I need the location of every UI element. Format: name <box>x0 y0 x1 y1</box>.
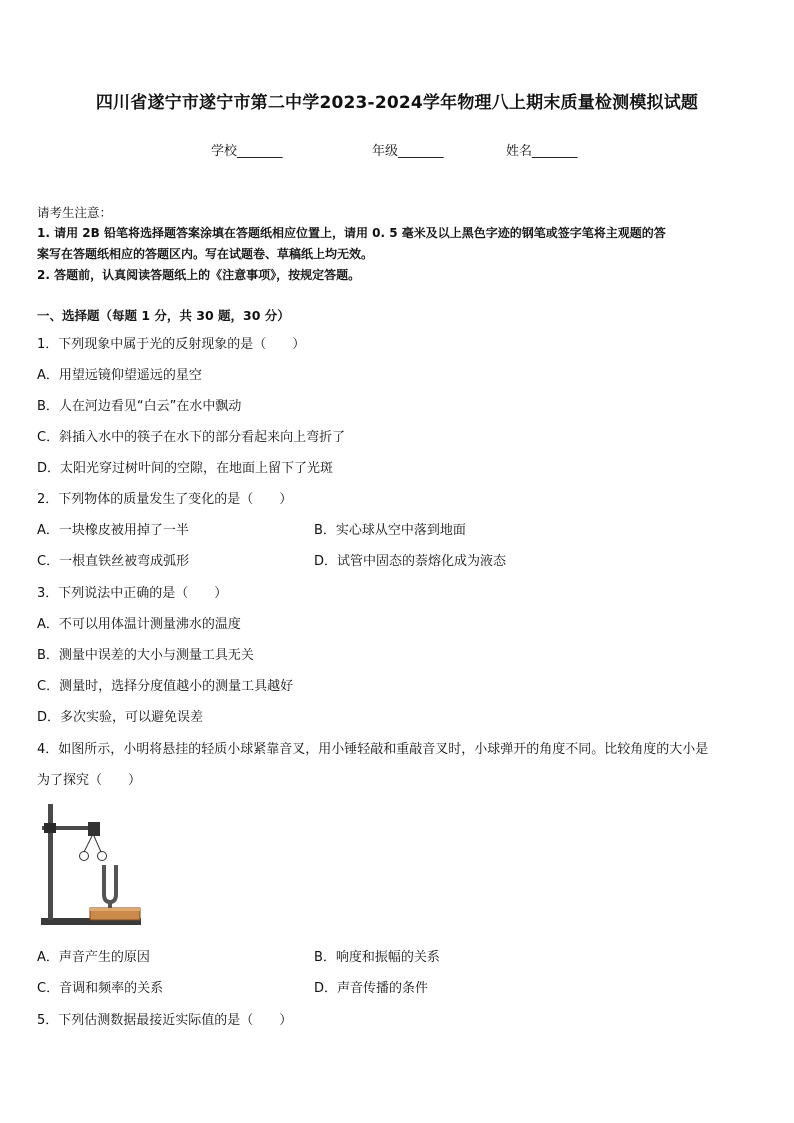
fork-stem <box>108 902 112 908</box>
question-2-option-c: C．一根直铁丝被弯成弧形 <box>37 554 190 569</box>
question-2-option-d: D．试管中固态的萘熔化成为液态 <box>314 554 507 569</box>
question-3-stem: 3．下列说法中正确的是（ ） <box>37 586 228 601</box>
question-2-option-a: A．一块橡皮被用掉了一半 <box>37 523 189 538</box>
question-2-option-b: B．实心球从空中落到地面 <box>314 523 466 538</box>
school-field: 学校_______ <box>211 144 283 159</box>
question-1-option-a: A．用望远镜仰望遥远的星空 <box>37 368 202 383</box>
name-field: 姓名_______ <box>506 144 578 159</box>
question-4-option-a: A．声音产生的原因 <box>37 950 150 965</box>
stand-rod <box>48 804 53 920</box>
notice-heading: 请考生注意： <box>37 205 113 220</box>
question-4-stem-line-2: 为了探究（ ） <box>37 773 142 788</box>
stand-clamp <box>44 823 56 833</box>
question-4-option-d: D．声音传播的条件 <box>314 981 429 996</box>
question-1-option-d: D．太阳光穿过树叶间的空隙，在地面上留下了光斑 <box>37 461 334 476</box>
tuning-fork-apparatus-figure <box>38 802 148 932</box>
string-right <box>94 836 101 852</box>
question-1-option-b: B．人在河边看见“白云”在水中飘动 <box>37 399 242 414</box>
question-5-stem: 5．下列估测数据最接近实际值的是（ ） <box>37 1013 293 1028</box>
question-3-option-d: D．多次实验，可以避免误差 <box>37 710 204 725</box>
question-4-stem-line-1: 4．如图所示，小明将悬挂的轻质小球紧靠音叉，用小锤轻敲和重敲音叉时，小球弹开的角度不同。比较角度的大小是 <box>37 742 709 757</box>
question-3-option-c: C．测量时，选择分度值越小的测量工具越好 <box>37 679 294 694</box>
notice-item-1-line-2: 案写在答题纸相应的答题区内。写在试题卷、草稿纸上均无效。 <box>37 247 374 261</box>
question-4-option-c: C．音调和频率的关系 <box>37 981 164 996</box>
question-1-stem: 1．下列现象中属于光的反射现象的是（ ） <box>37 337 306 352</box>
resonance-box-top <box>90 908 140 911</box>
notice-item-1-line-1: 1. 请用 2B 铅笔将选择题答案涂填在答题纸相应位置上，请用 0. 5 毫米及以上黑色字迹的钢笔或签字笔将主观题的答 <box>37 226 666 240</box>
ball-right <box>98 852 107 861</box>
question-3-option-b: B．测量中误差的大小与测量工具无关 <box>37 648 254 663</box>
question-4-option-b: B．响度和振幅的关系 <box>314 950 440 965</box>
notice-item-2: 2. 答题前，认真阅读答题纸上的《注意事项》，按规定答题。 <box>37 268 361 282</box>
page-title: 四川省遂宁市遂宁市第二中学2023-2024学年物理八上期末质量检测模拟试题 <box>95 93 699 113</box>
question-3-option-a: A．不可以用体温计测量沸水的温度 <box>37 617 241 632</box>
ball-left <box>80 852 89 861</box>
question-1-option-c: C．斜插入水中的筷子在水下的部分看起来向上弯折了 <box>37 430 346 445</box>
tuning-fork <box>104 865 116 902</box>
clamp-head <box>88 822 100 836</box>
grade-field: 年级_______ <box>372 144 444 159</box>
string-left <box>84 836 92 852</box>
section-heading: 一、选择题（每题 1 分，共 30 题，30 分） <box>37 308 290 323</box>
question-2-stem: 2．下列物体的质量发生了变化的是（ ） <box>37 492 293 507</box>
